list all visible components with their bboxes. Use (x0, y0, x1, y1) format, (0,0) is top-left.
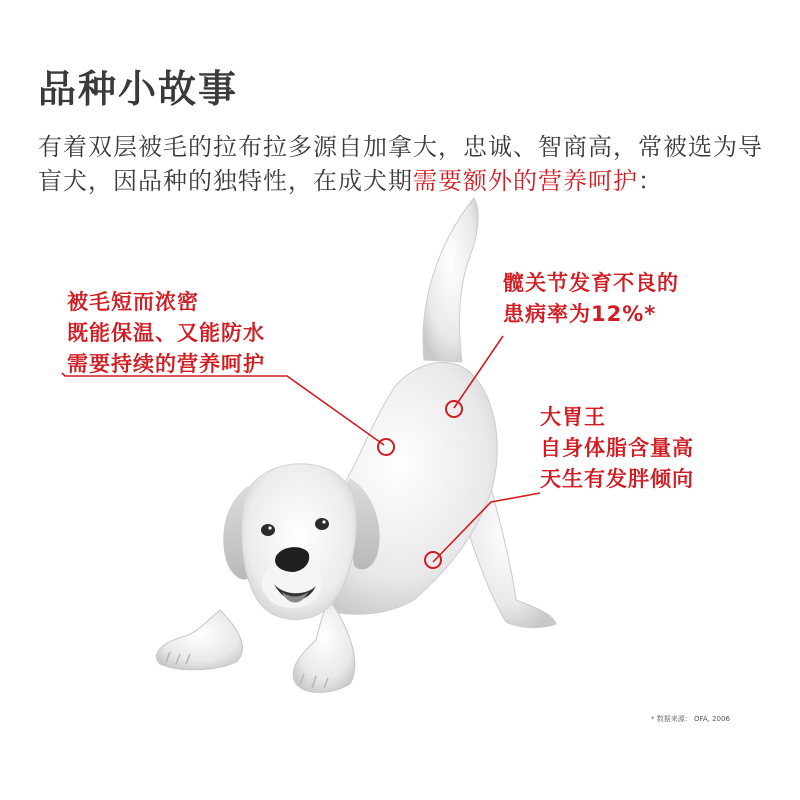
callout-appetite (540, 402, 694, 495)
callout-coat-line-1: 被毛短而浓密 (67, 290, 199, 314)
callout-coat-leader (62, 373, 384, 445)
source-note: * 数据来源： OFA, 2006 (651, 715, 730, 723)
intro-highlight: 需要额外的营养呵护 (413, 167, 638, 195)
dog-eye-left (261, 524, 275, 536)
callout-hip-line-2: 患病率为12%* (503, 302, 657, 326)
callout-coat (67, 287, 265, 380)
callout-appetite-line-3: 天生有发胖倾向 (540, 467, 694, 491)
dog-eye-right (315, 518, 329, 530)
intro-text: 有着双层被毛的拉布拉多源自加拿大，忠诚、智商高，常被选为导盲犬，因品种的独特性，在成犬期 (38, 133, 763, 195)
callout-coat-line-3: 需要持续的营养呵护 (67, 352, 265, 376)
callout-coat-line-2: 既能保温、又能防水 (67, 321, 265, 345)
intro-suffix: ： (638, 167, 663, 195)
callout-appetite-line-2: 自身体脂含量高 (540, 436, 694, 460)
page-title: 品种小故事 (38, 67, 239, 111)
dog-tail (423, 198, 478, 362)
dog-front-leg-far (156, 610, 242, 670)
callout-appetite-line-1: 大胃王 (540, 405, 606, 429)
callout-hip-line-1: 髋关节发育不良的 (503, 271, 679, 295)
callout-hip (503, 268, 679, 330)
